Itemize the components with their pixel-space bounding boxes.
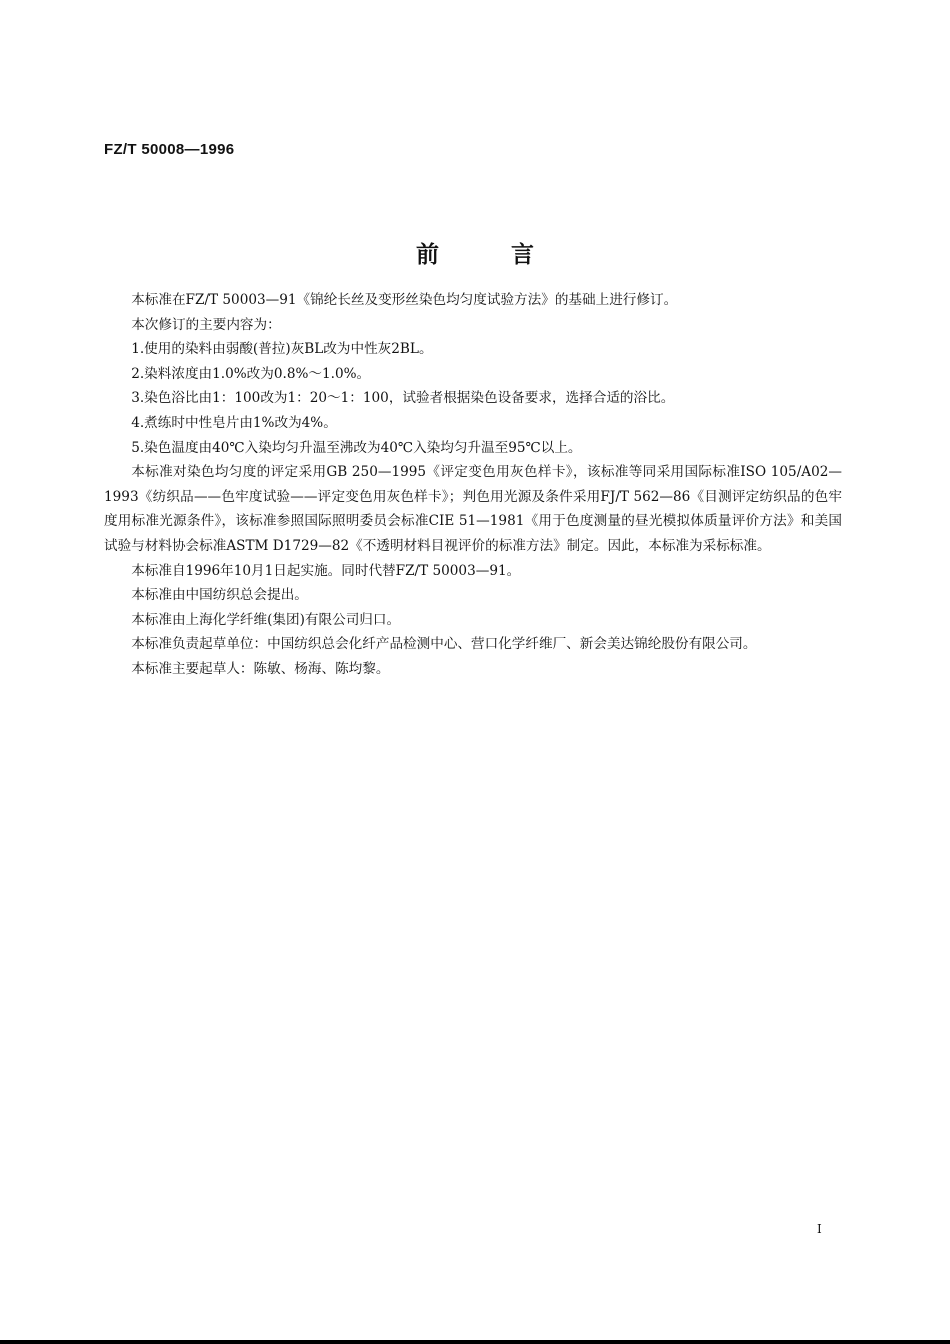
list-item-temperature: 5.染色温度由40℃入染均匀升温至沸改为40℃入染均匀升温至95℃以上。 xyxy=(131,439,582,456)
bottom-border xyxy=(0,1340,950,1344)
list-item-bath-ratio: 3.染色浴比由1：100改为1：20～1：100，试验者根据染色设备要求，选择合适的浴比。 xyxy=(131,390,675,407)
title-char-2: 言 xyxy=(511,242,534,268)
title-char-1: 前 xyxy=(416,242,439,268)
list-item-dye-concentration: 2.染料浓度由1.0%改为0.8%～1.0%。 xyxy=(131,365,371,382)
foreword-body xyxy=(104,288,842,682)
paragraph-revision-intro: 本次修订的主要内容为： xyxy=(131,316,281,333)
paragraph-administrator: 本标准由上海化学纤维(集团)有限公司归口。 xyxy=(131,611,401,628)
page-number: I xyxy=(817,1222,822,1236)
paragraph-drafting-units: 本标准负责起草单位：中国纺织总会化纤产品检测中心、营口化学纤维厂、新会美达锦纶股份有限公司。 xyxy=(131,636,757,653)
paragraph-revision-basis: 本标准在FZ/T 50003—91《锦纶长丝及变形丝染色均匀度试验方法》的基础上进行修订。 xyxy=(131,292,678,308)
standard-code: FZ/T 50008—1996 xyxy=(104,141,235,158)
paragraph-drafters: 本标准主要起草人：陈敏、杨海、陈均黎。 xyxy=(131,660,390,677)
page-title xyxy=(0,236,950,269)
list-item-dye: 1.使用的染料由弱酸(普拉)灰BL改为中性灰2BL。 xyxy=(131,341,433,358)
paragraph-evaluation-standards: 本标准对染色均匀度的评定采用GB 250—1995《评定变色用灰色样卡》，该标准等同采用国际标准ISO 105/A02—1993《纺织品——色牢度试验——评定变色用灰色样卡》；判色用光源及条件采用FJ/T 562—86《目测评定纺织品的色牢度用标准光源条件》，该标准参照国际照明委员会标准CIE 51—1981《用于色度测量的昼光模拟体质量评价方法》和美国试验与材料协会标准ASTM D1729—82《不透明材料目视评价的标准方法》制定。因此，本标准为采标标准。 xyxy=(104,464,842,554)
list-item-soap: 4.煮练时中性皂片由1%改为4%。 xyxy=(131,414,337,431)
paragraph-effective-date: 本标准自1996年10月1日起实施。同时代替FZ/T 50003—91。 xyxy=(131,562,521,579)
paragraph-proposer: 本标准由中国纺织总会提出。 xyxy=(131,587,308,604)
